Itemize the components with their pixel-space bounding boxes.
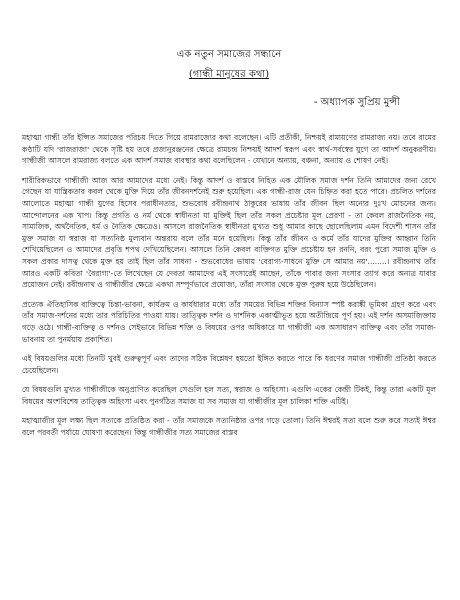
paragraph-5: যে বিষয়গুলি মুখ্যত গান্ধীজীকে অনুপ্রাণিত করেছিল সেগুলি হল সত্য, স্বরাজ ও অহিংসা। এগুলি একের কেন্দ্রী টিকই, কিন্তু তারা একটি মূল বিষয়ের অংশবিশেষ তাত্ত্বিক অহিংসা এবং পুনর্গঠিত সমাজ যা সব সমাজ যা গান্ধীজীর মূল চালিকা শক্তি এটিই।: [22, 385, 436, 406]
paragraph-6: মহাত্মাজীর মূল লক্ষ্য ছিল সত্যকে প্রতিষ্ঠিত করা - তাঁর সমাজকে সত্যনিষ্ঠার ওপর গড়ে তোলা। তিনি ঈশ্বরই সত্য বলে শুরু করে সত্যই ঈশ্বর বলে পরবর্তী পর্যায়ে ঘোষণা করেছেন। কিন্তু গান্ধীজীর সত্য সমাজের বাস্তব: [22, 416, 436, 438]
paragraph-2: শারীরিকভাবে গান্ধীজী আজ আর আমাদের মধ্যে নেই। কিন্তু আদর্শ ও বাস্তবে নিহিত এক মৌলিক সমাজ দর্শন তিনি আমাদের জন্য রেখে গেছেন যা যান্ত্রিকতার কবল থেকে মুক্তি দিয়ে তাঁর জীবনদর্শনেই শুরু হয়েছিল। এক গান্ধী-রাজ যেন চিহ্নিত করা হতে পারে। প্রচলিত দর্শনের আলোতে মহাত্মা গান্ধী যুগের হিসেব পরাধীনতার, শুভবোধ রবীন্দ্রনাথ ঠাকুরের ভাষায় তাঁর জীবন ছিল অন্যের দুঃখ মোচনের জন্য। আন্দোলনের এক খাপ। কিন্তু প্রগতি ও নর্ম থেকে স্বাধীনতা যা মুক্তিই ছিল তাঁর সকল প্রচেষ্টার মূল প্রেরণা - তা কেবল রাজনৈতিক নয়, সামাজিক, অর্থনৈতিক, ধর্ম ও নৈতিক ক্ষেত্রেও। আসলে রাজনৈতিক স্বাধীনতা মুখ্যত শুধু আমার কাছে ছোলেছিলাম এমন বিদেশী শাসন তাঁর মুক্ত সমাজ যা স্বরাজ যা সত্যনিষ্ঠ মুল্যবান অন্তরায় বলে তাঁর মনে হয়েছিল। কিন্তু তাঁর জীবন ও কর্মে তাঁর যাদের মুক্তির আহ্বান তিনি শেখিয়েছিলেন ও আমাদের প্রবৃত্তি শপথ দেখিয়েছিলেন। আসলে তিনি কেবল ব্যক্তিগত মুক্তি প্রচেষ্টায় হন রননি, বরং পুরো সমাজ মুক্তি ও সকল প্রকার দাসত্ব থেকে মুক্ত হয় তাই ছিল তাঁর সাধনা - শুভবোধের ভাষায় 'বেরাগ্য-সাধনে মুক্তি সে আমার নয়'........। রবীন্দ্রনাথ তাঁর আরও একটি কবিতা 'বৈরাগ্য'-তে লিখেছেন যে দেবতা আমাদের এই সংসারেই আছেন, তাঁকে পাবার জন্য সংসার ত্যাগ করে অন্যত্র যাবার প্রয়োজন নেই। রবীন্দ্রনাথ ও গান্ধীজীর ক্ষেত্রে একথা সম্পূর্ণভাবে প্রযোজ্য, তাঁরা সংসার থেকে মুক্ত পুরুষ হয়ে উঠেছিলেন।: [22, 175, 436, 290]
title-block: [22, 48, 436, 82]
author-line: - অধ্যাপক সুপ্রিয় মুন্সী: [313, 97, 400, 108]
paragraph-1: মহাত্মা গান্ধী তাঁর ইপ্সিত সমাজের পরিচয় দিতে গিয়ে রামরাজ্যের কথা বলেছেন। এটি প্রতীকী, নিশ্চয়ই রামায়ণের রামরাজ্য নয়। তবে রামের কণ্ঠাটি যদি 'রাজরাজা' থেকে সৃষ্টি হয় তবে প্রজানুরঞ্জনের ক্ষেত্রে রামচন্দ্র নিশ্চয়ই আদর্শ স্বরূপ এবং স্বার্থ-সর্বস্বের যুগে তা আদর্শ অনুকরণীয়। গান্ধীজী আসলে রামরাজ্য বলতে এক আদর্শ সমাজ ব্যবস্থার কথা বলেছিলেন - যেখানে অন্যায়, বঞ্চনা, অন্যায় ও শোষণ নেই।: [22, 133, 436, 166]
document-subtitle: (গান্ধী মানুষের কথা): [188, 69, 270, 80]
paragraph-4: এই বিষয়গুলির মধ্যে তিনটি খুবই গুরুত্বপূর্ণ এবং তাদের সঠিক বিশ্লেষণ হয়তো ইঙ্গিত করতে পারে কি ধরণের সমাজ গান্ধীজী প্রতিষ্ঠা করতে চেয়েছিলেন।: [22, 354, 436, 375]
document-body: [22, 132, 436, 439]
document-title: এক নতুন সমাজের সন্ধানে: [176, 49, 282, 60]
paragraph-3: প্রত্যেক ঐতিহাসিক ব্যক্তিত্বে চিন্তা-ভাবনা, কার্যক্রম ও কার্যধারার মধ্যে তাঁর সময়ের বিভিন্ন শক্তির বিন্যাস স্পষ্ট করাঙ্কী ভূমিকা গ্রহণ করে এবং তাঁর সমাজ-দর্শনের মধ্যে তার পরিচিতির পাওয়া যায়। তাত্ত্বিক দর্শন ও দার্শনিক একাত্মীভূত হয়ে অতীন্দ্রিয়ে পূর্ণ হয়। এই দর্শন অসমাজিক্তায় গড়ে ওঠে। গান্ধী-ব্যক্তিত্ব ও দর্শনও সেইভাবে বিভিন্ন শক্তি ও বিষয়ের ওপর অধিকারে যা গান্ধীজী এক অসাধারণ ব্যক্তিত্ব এবং তাঁর সমাজ-ভাবনায় তা পুনর্ময়ায় প্রকাশিত।: [22, 299, 436, 344]
